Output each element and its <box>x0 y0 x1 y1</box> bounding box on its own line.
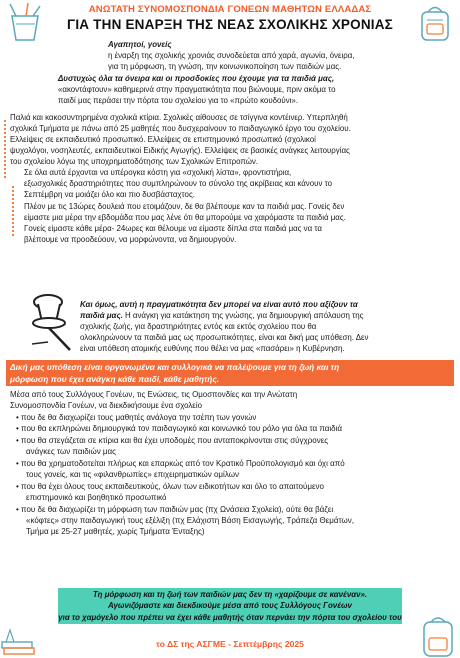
dotted-margin-left <box>4 120 8 178</box>
demands-intro-line: Συνομοσπονδία Γονέων, να διεκδικήσουμε ένα σχολείο <box>10 401 202 410</box>
closing-line: Τη μόρφωση και τη ζωή των παιδιών μας δεν τη «χαρίζουμε σε κανέναν». <box>92 590 368 599</box>
body-line: σχολικά Τμήματα με πάνω από 25 μαθητές που δυσχεραίνουν το παιδαγωγικό έργο του σχολείου. <box>10 124 351 133</box>
list-item-continuation: Τμήμα με 25-27 μαθητές, χωρίς Τμήματα Ένταξης) <box>26 527 205 536</box>
reality-bold-start: παιδιά μας. <box>80 311 123 320</box>
list-item-text: που θα χρηματοδοτείται πλήρως και επαρκώς από τον Κρατικό Προϋπολογισμό και όχι από <box>21 459 345 468</box>
list-item-text: που δε θα διαχωρίζει τη μόρφωση των παιδιών μας (πχ Ωνάσεια Σχολεία), ούτε θα βάζει <box>21 505 334 514</box>
list-item-text: που θα εκπληρώνει δημιουργικά τον παιδαγωγικό και κοινωνικό του ρόλο για όλα τα παιδιά <box>21 424 343 433</box>
body-line: Σε όλα αυτά έρχονται να υπέρογκα κόστη για «σχολική λίστα», φροντιστήρια, <box>24 168 292 177</box>
books-icon <box>0 618 40 658</box>
list-item-text: που θα στεγάζεται σε κτίρια και θα έχει υποδομές που ανταποκρίνονται στις σύγχρονες <box>21 436 329 445</box>
pushpin-icon <box>26 292 80 354</box>
body-line: Γονείς είμαστε κάθε μέρα- 24ωρες και θέλουμε να είμαστε δίπλα στα παιδιά μας να τα <box>24 224 322 233</box>
intro-line: η έναρξη της σχολικής χρονιάς συνοδεύεται από χαρά, αγωνία, όνειρα, <box>108 51 355 60</box>
closing-line: για το χαμόγελο που πρέπει να έχει κάθε μαθητής όταν περνάει την πόρτα του σχολείου του <box>58 613 402 622</box>
page-title: ΓΙΑ ΤΗΝ ΕΝΑΡΞΗ ΤΗΣ ΝΕΑΣ ΣΧΟΛΙΚΗΣ ΧΡΟΝΙΑΣ <box>67 17 393 32</box>
body-line: Ελλείψεις σε εκπαιδευτικό προσωπικό. Ελλείψεις σε επιστημονικό προσωπικό (σχολικοί <box>10 135 316 144</box>
intro-line: για τη μόρφωση, τη γνώση, την κοινωνικοποίηση των παιδιών μας. <box>108 62 342 71</box>
footer-signature: το ΔΣ της ΑΣΓΜΕ - Σεπτέμβρης 2025 <box>156 639 304 649</box>
reality-line: είναι υπόθεση ατομικής ευθύνης που θέλει να μας «πασάρει» η Κυβέρνηση. <box>80 344 345 353</box>
intro-bold-line: Δυστυχώς όλα τα όνειρα και οι προσδοκίες που έχουμε για τα παιδιά μας, <box>58 74 335 83</box>
body-line: βλέπουμε να προοδεύουν, να μορφώνοντα, να δημιουργούν. <box>24 235 237 244</box>
demands-intro-line: Μέσα από τους Συλλόγους Γονέων, τις Ενώσεις, τις Ομοσπονδίες και την Ανώτατη <box>10 390 298 399</box>
salutation: Αγαπητοί, γονείς <box>108 40 172 49</box>
highlight-banner <box>6 360 454 386</box>
reality-line: σχολικής ζωής, για δραστηριότητες εντός και εκτός σχολείου που θα <box>80 322 317 331</box>
organization-name: ΑΝΩΤΑΤΗ ΣΥΝΟΜΟΣΠΟΝΔΙΑ ΓΟΝΕΩΝ ΜΑΘΗΤΩΝ ΕΛΛΑΔΑΣ <box>88 4 372 15</box>
closing-line: Αγωνιζόμαστε και διεκδικούμε μέσα από τους Συλλόγους Γονέων <box>108 601 352 610</box>
body-line: Πλέον με τις 13ώρες δουλειά που ετοιμάζουν, δε θα βλέπουμε καν τα παιδιά μας. Γονείς δεν <box>24 202 345 211</box>
list-item-continuation: ανάγκες των παιδιών μας <box>26 447 117 456</box>
intro-line: παιδί μας περάσει την πόρτα του σχολείου για το «πρώτο κουδούνι». <box>58 96 299 105</box>
body-line: Παλιά και κακοσυντηρημένα σχολικά κτίρια. Σχολικές αίθουσες σε τσίγγινα κοντέινερ. Υπερπληθή <box>10 113 348 122</box>
reality-line-rest: Η ανάγκη για κατάκτηση της γνώσης, για δημιουργική απόλαυση της <box>122 311 364 320</box>
list-item-continuation: επιστημονικό και βοηθητικό προσωπικό <box>26 493 167 502</box>
intro-line: «ακοντάφτουν» καθημερινά στην πραγματικότητα που βιώνουμε, πριν ακόμα το <box>58 85 336 94</box>
banner-line: Δική μας υπόθεση είναι οργανωμένα και συλλογικά να παλέψουμε για τη ζωή και τη <box>10 362 340 372</box>
list-item-text: που δε θα διαχωρίζει τους μαθητές ανάλογα την τσέπη των γονιών <box>21 413 257 422</box>
list-item: • που θα έχει όλους τους εκπαιδευτικούς, όλων των ειδικοτήτων και όλο το απαιτούμενο <box>16 482 324 491</box>
body-line: Σεπτέμβρη να μοιάζει όλο και πιο δυσβάσταχτος. <box>24 190 195 199</box>
dotted-margin-left <box>12 186 16 236</box>
body-line: του σχολείου λόγω της υποχρηματοδότησης των Σχολικών Επιτροπών. <box>10 157 259 166</box>
list-item-continuation: τους γονείς, και τις «φιλανθρωπίες» επιχειρηματικών ομίλων <box>26 470 239 479</box>
reality-line: ολοκληρώνουν τα παιδιά μας ως προσωπικότητες, είναι και δική μας υπόθεση. Δεν <box>80 333 369 342</box>
list-item: • που θα χρηματοδοτείται πλήρως και επαρκώς από τον Κρατικό Προϋπολογισμό και όχι από <box>16 459 345 468</box>
list-item-continuation: «κόφτες» στην παιδαγωγική τους εξέλιξη (πχ Ελάχιστη Βάση Εισαγωγής, Τράπεζα Θεμάτων, <box>26 516 354 525</box>
body-line: είμαστε μια μέρα την εβδομάδα που μας λένε ότι θα μπορούμε να χαιρόμαστε τα παιδιά μας. <box>24 213 346 222</box>
list-item: • που θα στεγάζεται σε κτίρια και θα έχει υποδομές που ανταποκρίνονται στις σύγχρονες <box>16 436 329 445</box>
body-line: εξωσχολικές δραστηριότητες που συμπληρώνουν το σύνολο της ακρίβειας και κάνουν το <box>24 179 332 188</box>
body-line: ψυχολόγοι, νοσηλευτές, εκπαιδευτικοί Ειδικής Αγωγής). Ελλείψεις σε βασικές ανάγκες λειτουργίας <box>10 146 350 155</box>
list-item-text: που θα έχει όλους τους εκπαιδευτικούς, όλων των ειδικοτήτων και όλο το απαιτούμενο <box>21 482 324 491</box>
reality-bold-line: Και όμως, αυτή η πραγματικότητα δεν μπορεί να είναι αυτό που αξίζουν τα <box>80 300 358 309</box>
list-item: • που δε θα διαχωρίζει τους μαθητές ανάλογα την τσέπη των γονιών <box>16 413 257 422</box>
reality-line <box>80 311 363 321</box>
banner-line: μόρφωση που έχει ανάγκη κάθε παιδί, κάθε μαθητής. <box>10 374 220 384</box>
list-item: • που θα εκπληρώνει δημιουργικά τον παιδαγωγικό και κοινωνικό του ρόλο για όλα τα παιδιά <box>16 424 343 433</box>
list-item: • που δε θα διαχωρίζει τη μόρφωση των παιδιών μας (πχ Ωνάσεια Σχολεία), ούτε θα βάζει <box>16 505 334 514</box>
